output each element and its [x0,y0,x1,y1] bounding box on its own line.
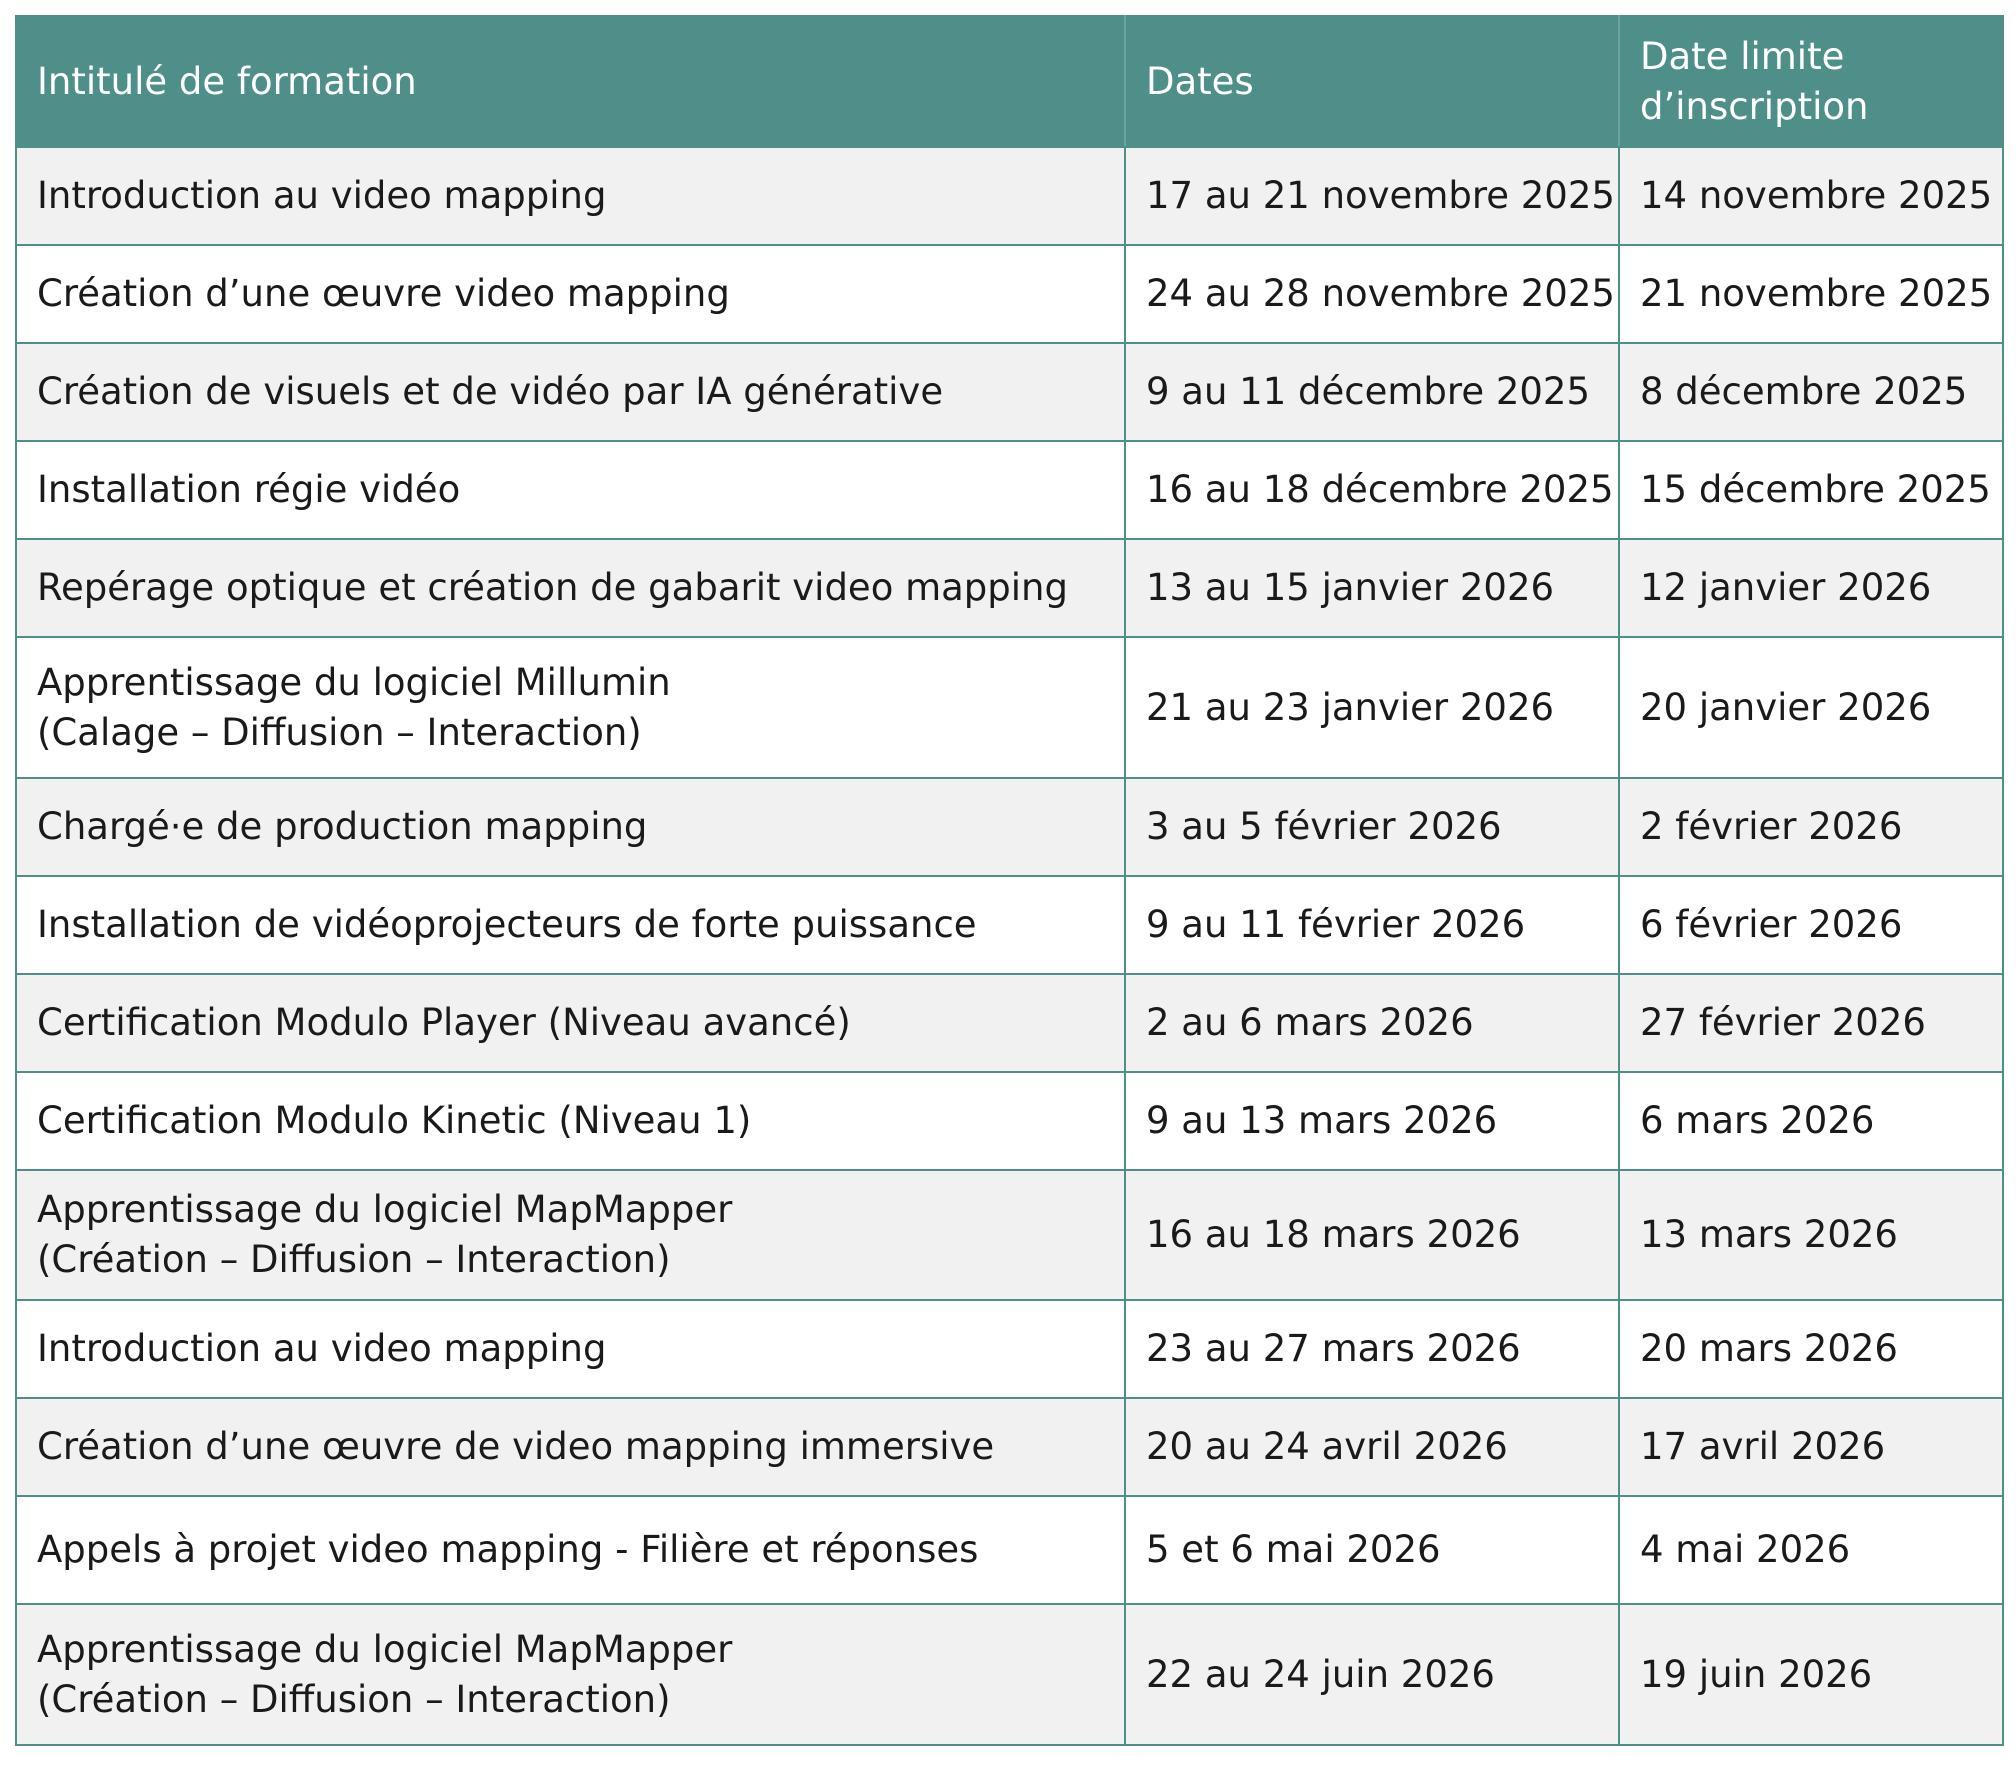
cell-deadline: 12 janvier 2026 [1619,539,2003,637]
cell-title-line2: (Création – Diffusion – Interaction) [37,1238,671,1281]
table-row [16,974,2003,1072]
cell-title: Création de visuels et de vidéo par IA générative [16,343,1125,441]
cell-deadline: 8 décembre 2025 [1619,343,2003,441]
cell-title: Création d’une œuvre de video mapping immersive [16,1398,1125,1496]
cell-title-line1: Apprentissage du logiciel Millumin [37,660,671,704]
cell-title [16,1170,1125,1300]
header-deadline-line1: Date limite [1640,34,1845,78]
cell-dates: 2 au 6 mars 2026 [1125,974,1619,1072]
cell-dates: 16 au 18 décembre 2025 [1125,441,1619,539]
cell-dates: 22 au 24 juin 2026 [1125,1604,1619,1745]
cell-dates: 13 au 15 janvier 2026 [1125,539,1619,637]
table-row [16,245,2003,343]
cell-deadline: 21 novembre 2025 [1619,245,2003,343]
cell-dates: 16 au 18 mars 2026 [1125,1170,1619,1300]
cell-dates: 9 au 11 décembre 2025 [1125,343,1619,441]
cell-title: Repérage optique et création de gabarit video mapping [16,539,1125,637]
cell-dates: 17 au 21 novembre 2025 [1125,147,1619,245]
header-deadline-line2: d’inscription [1640,84,1869,128]
cell-title-line2: (Création – Diffusion – Interaction) [37,1677,671,1721]
cell-title: Installation de vidéoprojecteurs de forte puissance [16,876,1125,974]
cell-deadline: 19 juin 2026 [1619,1604,2003,1745]
table-header [16,16,2003,147]
cell-dates: 21 au 23 janvier 2026 [1125,637,1619,778]
cell-title: Chargé·e de production mapping [16,778,1125,876]
cell-deadline: 6 mars 2026 [1619,1072,2003,1170]
cell-title: Installation régie vidéo [16,441,1125,539]
cell-deadline: 17 avril 2026 [1619,1398,2003,1496]
table-row [16,441,2003,539]
cell-deadline: 13 mars 2026 [1619,1170,2003,1300]
table-row [16,1170,2003,1300]
table-row [16,147,2003,245]
table-row [16,637,2003,778]
table-row [16,539,2003,637]
header-deadline [1619,16,2003,147]
cell-title: Introduction au video mapping [16,1300,1125,1398]
table-body [16,147,2003,1745]
cell-dates: 23 au 27 mars 2026 [1125,1300,1619,1398]
cell-title [16,637,1125,778]
cell-deadline: 20 mars 2026 [1619,1300,2003,1398]
cell-title-line2: (Calage – Diffusion – Interaction) [37,710,642,754]
cell-dates: 9 au 11 février 2026 [1125,876,1619,974]
table-row [16,1604,2003,1745]
header-row [16,16,2003,147]
cell-deadline: 15 décembre 2025 [1619,441,2003,539]
cell-title: Certification Modulo Player (Niveau avancé) [16,974,1125,1072]
table-row [16,876,2003,974]
cell-title: Appels à projet video mapping - Filière et réponses [16,1496,1125,1604]
header-dates: Dates [1125,16,1619,147]
cell-title [16,1604,1125,1745]
table-row [16,1398,2003,1496]
cell-deadline: 6 février 2026 [1619,876,2003,974]
table-row [16,1300,2003,1398]
cell-deadline: 27 février 2026 [1619,974,2003,1072]
training-table [15,15,2004,1746]
cell-deadline: 2 février 2026 [1619,778,2003,876]
cell-dates: 3 au 5 février 2026 [1125,778,1619,876]
table-row [16,1072,2003,1170]
cell-deadline: 4 mai 2026 [1619,1496,2003,1604]
table-row [16,343,2003,441]
cell-title: Introduction au video mapping [16,147,1125,245]
cell-title: Certification Modulo Kinetic (Niveau 1) [16,1072,1125,1170]
cell-dates: 5 et 6 mai 2026 [1125,1496,1619,1604]
training-schedule [15,15,2002,1746]
table-row [16,778,2003,876]
cell-title: Création d’une œuvre video mapping [16,245,1125,343]
cell-title-line1: Apprentissage du logiciel MapMapper [37,1188,733,1231]
header-title: Intitulé de formation [16,16,1125,147]
cell-dates: 9 au 13 mars 2026 [1125,1072,1619,1170]
cell-title-line1: Apprentissage du logiciel MapMapper [37,1627,733,1671]
cell-deadline: 14 novembre 2025 [1619,147,2003,245]
cell-dates: 24 au 28 novembre 2025 [1125,245,1619,343]
cell-dates: 20 au 24 avril 2026 [1125,1398,1619,1496]
cell-deadline: 20 janvier 2026 [1619,637,2003,778]
table-row [16,1496,2003,1604]
